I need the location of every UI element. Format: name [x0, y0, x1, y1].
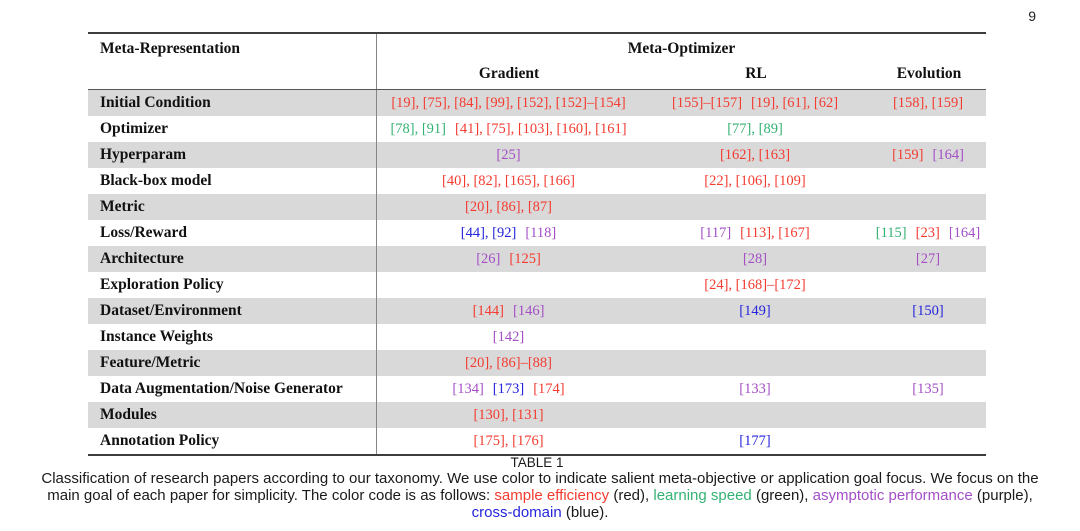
- table-row: [88, 220, 986, 246]
- cell-rl: [640, 428, 870, 454]
- citation-group: [27]: [915, 250, 941, 267]
- cell-rl: [640, 272, 870, 298]
- citation-group: [142]: [492, 328, 525, 345]
- cell-rl: [640, 324, 870, 350]
- cell-rl: [640, 350, 870, 376]
- citation-group: [25]: [496, 146, 521, 163]
- cell-evolution: [870, 168, 986, 194]
- citation-group: [41], [75], [103], [160], [161]: [455, 120, 627, 137]
- citation-group: [175], [176]: [473, 432, 544, 449]
- row-label: Instance Weights: [100, 328, 213, 345]
- cell-rl: [640, 90, 870, 116]
- cell-evolution: [870, 428, 986, 454]
- col-header-gradient: Gradient: [478, 65, 540, 82]
- cell-evolution: [870, 298, 986, 324]
- row-label: Annotation Policy: [100, 432, 220, 449]
- meta-optimizer-header-group: [376, 34, 986, 89]
- citation-group: [20], [86]–[88]: [465, 354, 552, 371]
- table-row: [88, 90, 986, 116]
- cell-gradient: [376, 324, 640, 350]
- table-caption-label: TABLE 1: [510, 455, 564, 470]
- citation-group: [162], [163]: [719, 146, 791, 163]
- caption-segment: cross-domain: [471, 504, 562, 521]
- cell-evolution: [870, 350, 986, 376]
- col-header-meta-optimizer: Meta-Optimizer: [627, 40, 736, 57]
- row-label: Data Augmentation/Noise Generator: [100, 380, 343, 397]
- citation-group: [173]: [492, 380, 525, 397]
- table-row: [88, 246, 986, 272]
- citation-group: [117]: [700, 224, 732, 241]
- caption-segment: (green),: [751, 487, 813, 504]
- citation-group: [144]: [472, 302, 504, 319]
- table-row: [88, 168, 986, 194]
- citation-group: [20], [86], [87]: [465, 198, 552, 215]
- cell-gradient: [376, 428, 640, 454]
- citation-group: [115]: [875, 224, 907, 241]
- citation-group: [146]: [513, 302, 545, 319]
- citation-group: [155]–[157]: [671, 94, 743, 111]
- citation-group: [159]: [892, 146, 924, 163]
- cell-evolution: [870, 90, 986, 116]
- cell-rl: [640, 220, 870, 246]
- col-header-meta-representation: Meta-Representation: [100, 40, 241, 57]
- citation-group: [28]: [742, 250, 768, 267]
- citation-group: [23]: [915, 224, 940, 241]
- row-label: Optimizer: [100, 120, 169, 137]
- caption-segment: asymptotic performance: [812, 487, 973, 504]
- citation-group: [135]: [912, 380, 944, 397]
- row-label: Hyperparam: [100, 146, 187, 163]
- cell-rl: [640, 194, 870, 220]
- col-header-evolution: Evolution: [896, 65, 962, 82]
- cell-gradient: [376, 116, 640, 142]
- table-body: [88, 90, 986, 454]
- sub-column-headers: [377, 65, 986, 83]
- col-header-rl: RL: [745, 65, 767, 82]
- citation-group: [158], [159]: [892, 94, 964, 111]
- table-row: [88, 402, 986, 428]
- citation-group: [78], [91]: [390, 120, 447, 137]
- cell-gradient: [376, 90, 640, 116]
- taxonomy-table: [88, 32, 986, 456]
- cell-evolution: [870, 116, 986, 142]
- cell-rl: [640, 168, 870, 194]
- cell-gradient: [376, 272, 640, 298]
- citation-group: [44], [92]: [460, 224, 517, 241]
- cell-gradient: [376, 350, 640, 376]
- cell-gradient: [376, 298, 640, 324]
- cell-evolution: [870, 272, 986, 298]
- row-label: Metric: [100, 198, 145, 215]
- cell-evolution: [870, 402, 986, 428]
- row-label: Feature/Metric: [100, 354, 201, 371]
- cell-gradient: [376, 220, 640, 246]
- cell-evolution: [870, 142, 986, 168]
- citation-group: [118]: [525, 224, 557, 241]
- cell-gradient: [376, 194, 640, 220]
- citation-group: [19], [61], [62]: [751, 94, 839, 111]
- table-row: [88, 376, 986, 402]
- citation-group: [177]: [739, 432, 771, 449]
- table-row: [88, 350, 986, 376]
- row-label: Architecture: [100, 250, 184, 267]
- cell-gradient: [376, 168, 640, 194]
- cell-evolution: [870, 220, 986, 246]
- cell-evolution: [870, 194, 986, 220]
- citation-group: [125]: [509, 250, 541, 267]
- citation-group: [174]: [533, 380, 565, 397]
- citation-group: [19], [75], [84], [99], [152], [152]–[154]: [391, 94, 626, 111]
- cell-gradient: [376, 246, 640, 272]
- table-row: [88, 428, 986, 454]
- table-caption: [35, 470, 1045, 521]
- cell-rl: [640, 402, 870, 428]
- citation-group: [40], [82], [165], [166]: [442, 172, 575, 189]
- citation-group: [149]: [739, 302, 771, 319]
- row-label: Loss/Reward: [100, 224, 187, 241]
- cell-gradient: [376, 376, 640, 402]
- caption-segment: (purple),: [972, 487, 1033, 504]
- table-row: [88, 142, 986, 168]
- citation-group: [150]: [912, 302, 944, 319]
- citation-group: [77], [89]: [727, 120, 783, 137]
- table-row: [88, 324, 986, 350]
- citation-group: [22], [106], [109]: [704, 172, 806, 189]
- row-label: Initial Condition: [100, 94, 211, 111]
- cell-rl: [640, 298, 870, 324]
- cell-gradient: [376, 142, 640, 168]
- row-label: Black-box model: [100, 172, 212, 189]
- caption-segment: learning speed: [653, 487, 752, 504]
- caption-segment: (blue).: [561, 504, 609, 521]
- table-row: [88, 116, 986, 142]
- cell-rl: [640, 142, 870, 168]
- caption-segment: Classification of research papers according to our taxonomy. We use color to indicate salient meta-objective or application goal focus. We focus on the main goal of each paper for simplicity. The color code is as follows:: [41, 470, 1039, 504]
- cell-rl: [640, 116, 870, 142]
- page-number: 9: [1028, 8, 1036, 24]
- cell-evolution: [870, 246, 986, 272]
- table-row: [88, 298, 986, 324]
- cell-rl: [640, 246, 870, 272]
- citation-group: [24], [168]–[172]: [704, 276, 806, 293]
- caption-segment: sample efficiency: [494, 487, 610, 504]
- table-row: [88, 272, 986, 298]
- row-label: Modules: [100, 406, 157, 423]
- citation-group: [133]: [739, 380, 771, 397]
- cell-rl: [640, 376, 870, 402]
- table-header: [88, 34, 986, 90]
- cell-evolution: [870, 324, 986, 350]
- citation-group: [26]: [476, 250, 501, 267]
- citation-group: [134]: [452, 380, 484, 397]
- citation-group: [130], [131]: [473, 406, 544, 423]
- citation-group: [113], [167]: [740, 224, 810, 241]
- cell-gradient: [376, 402, 640, 428]
- citation-group: [164]: [932, 146, 964, 163]
- table-row: [88, 194, 986, 220]
- cell-evolution: [870, 376, 986, 402]
- caption-segment: (red),: [609, 487, 654, 504]
- citation-group: [164]: [948, 224, 981, 241]
- row-label: Exploration Policy: [100, 276, 224, 293]
- row-label: Dataset/Environment: [100, 302, 242, 319]
